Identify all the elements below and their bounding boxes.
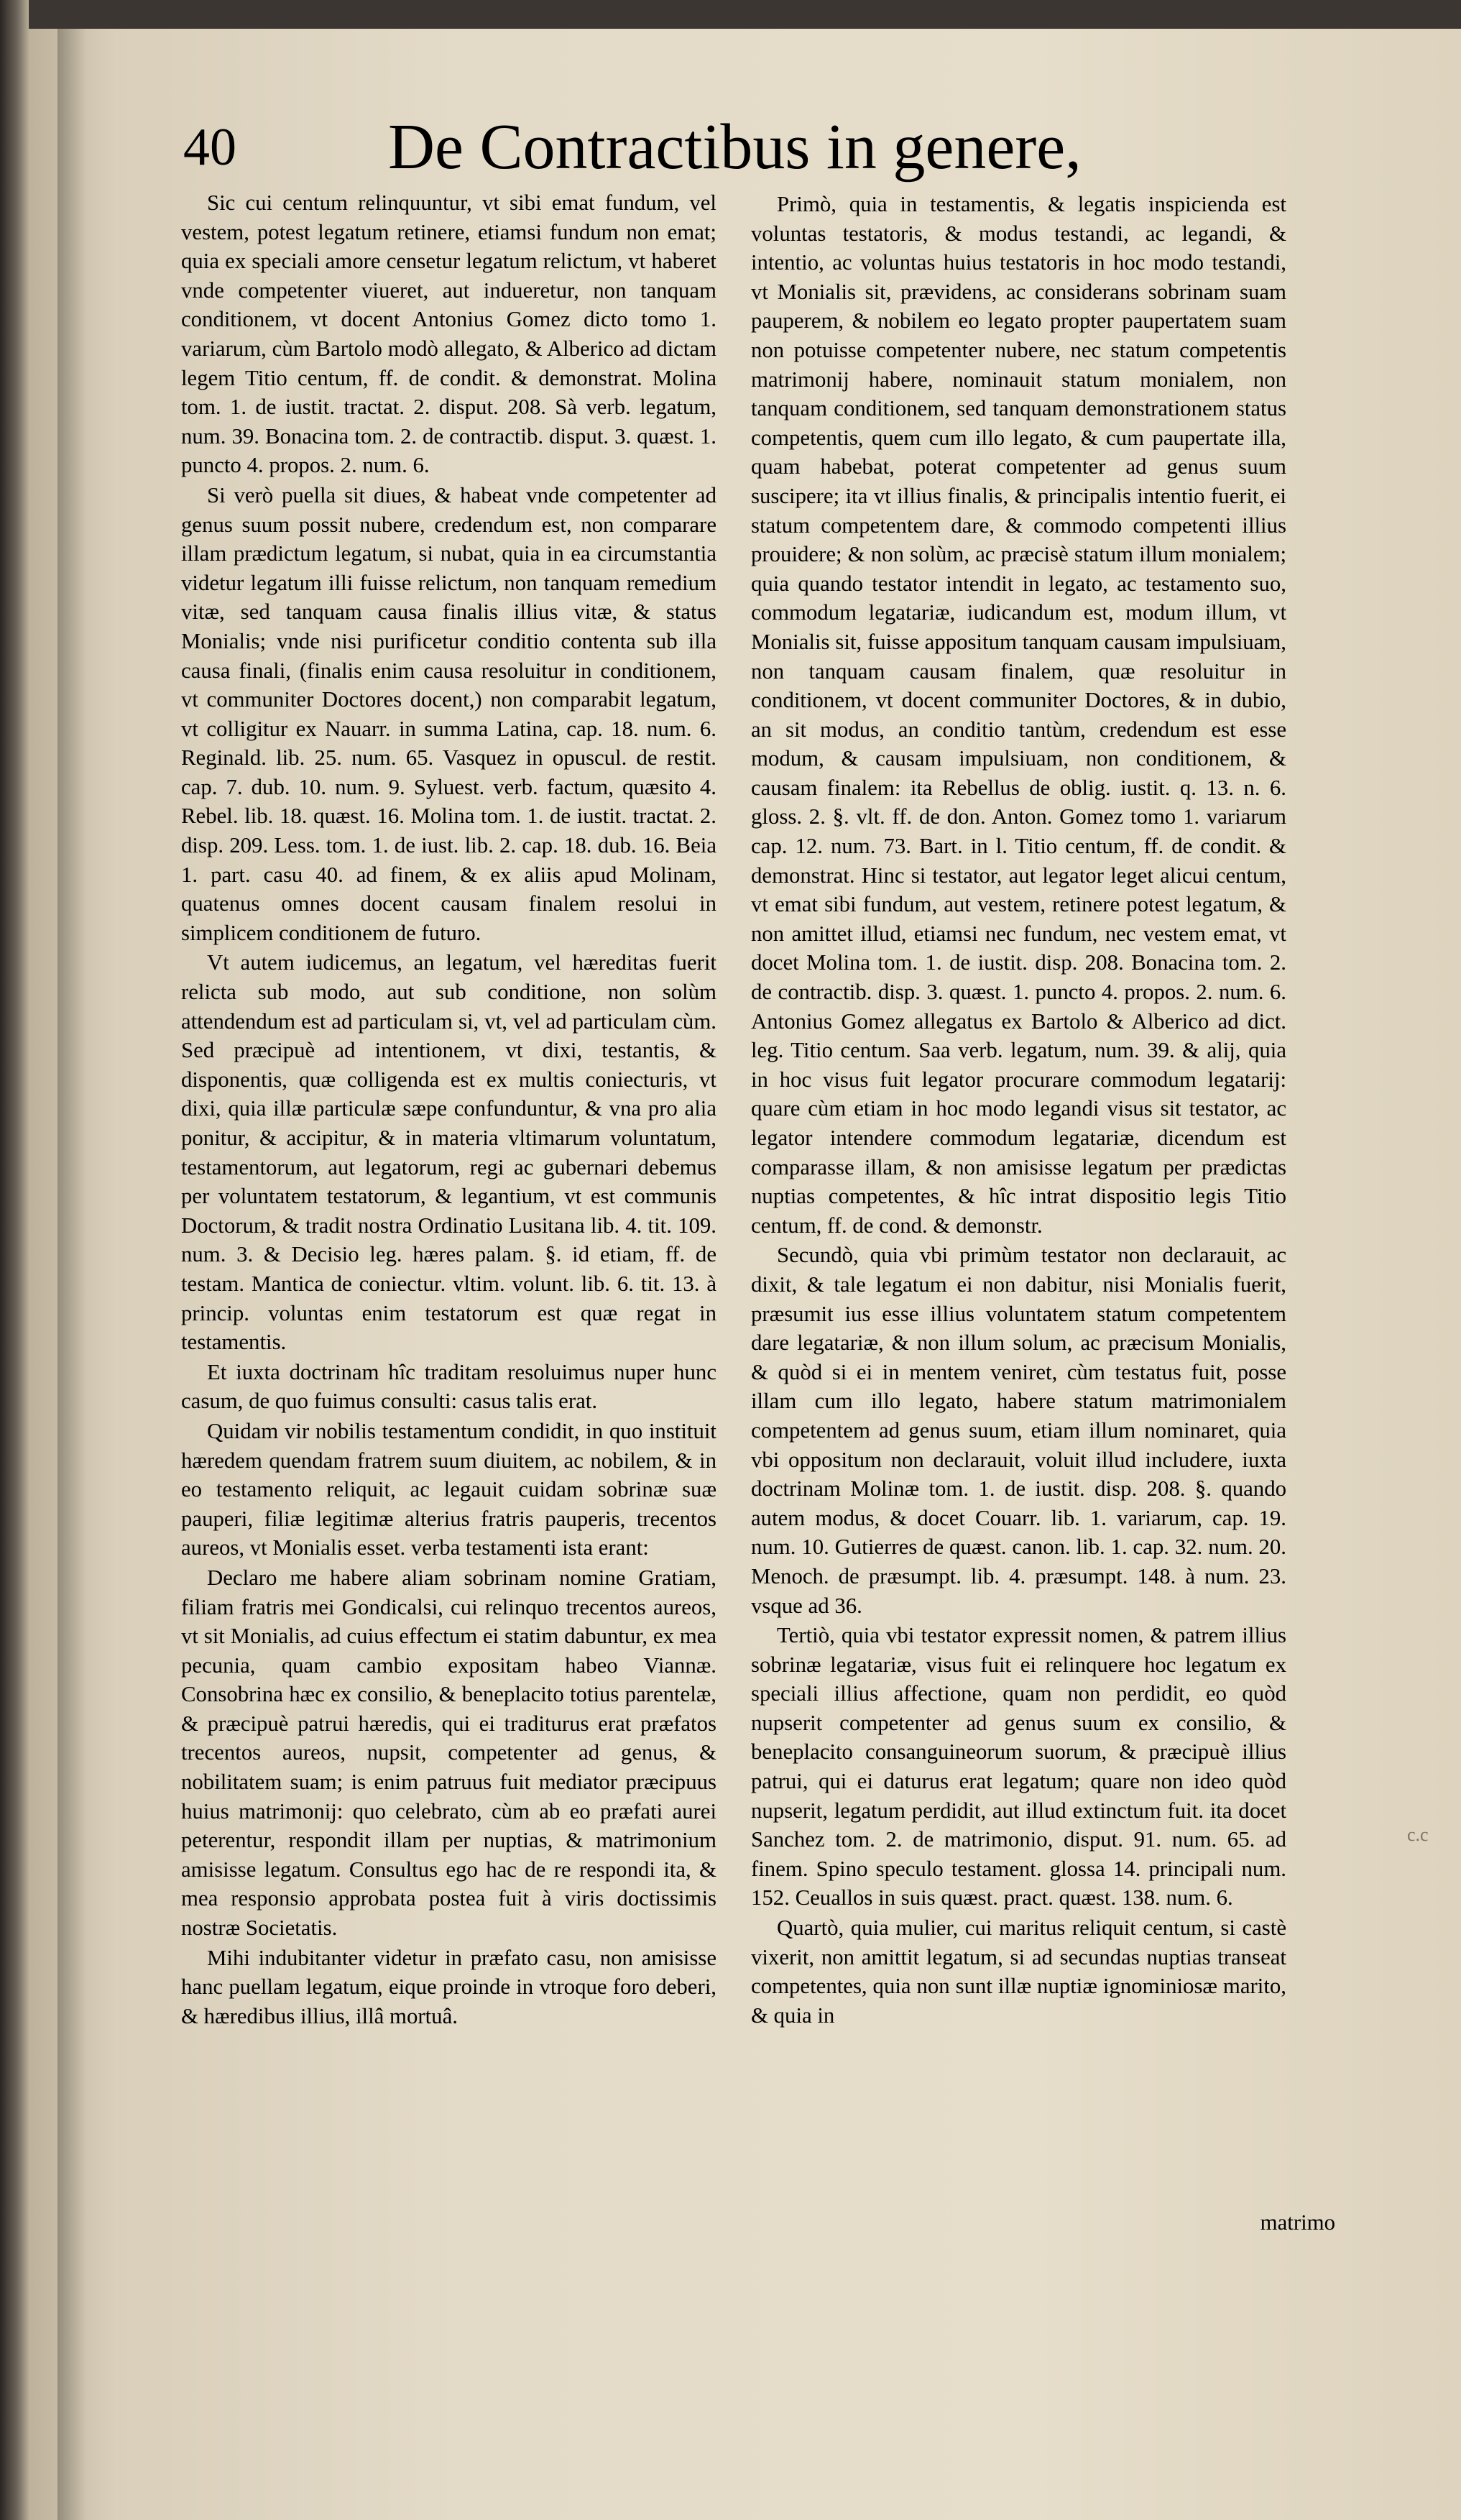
paragraph: Quidam vir nobilis testamentum condidit, in quo instituit hæredem quendam fratrem suum diuitem, ac nobilem, & in eo testamento reliquit, ac legauit cuidam sobrinæ suæ pauperi, filiæ legitimæ alterius fratris pauperis, trecentos aureos, vt Monialis esset. verba testamenti ista erant:: [181, 1418, 716, 1560]
paragraph: Tertiò, quia vbi testator expressit nomen, & patrem illius sobrinæ legatariæ, visus fuit ei relinquere hoc legatum ex speciali illius affectione, quam non perdidit, eo quòd nupserit competenter ad genus suum ex consilio, & beneplacito consanguineorum suorum, & præcipuè illius patrui, qui ei daturus erat legatum; quare non ideo quòd nupserit, legatum perdidit, aut illud extinctum fuit. ita docet Sanchez tom. 2. de matrimonio, disput. 91. num. 65. ad finem. Spino speculo testament. glossa 14. principali num. 152. Ceuallos in suis quæst. pract. quæst. 138. num. 6.: [751, 1623, 1286, 1910]
paragraph: Si verò puella sit diues, & habeat vnde competenter ad genus suum possit nubere, credendum est, non comparare illam prædictum legatum, si nubat, quia in ea circumstantia videtur legatum illi fuisse relictum, non tanquam remedium vitæ, sed tanquam causa finalis illius vitæ, & status Monialis; vnde nisi purificetur conditio contenta sub illa causa finali, (finalis enim causa resoluitur in conditionem, vt communiter Doctores docent,) non comparabit legatum, vt colligitur ex Nauarr. in summa Latina, cap. 18. num. 6. Reginald. lib. 25. num. 65. Vasquez in opuscul. de restit. cap. 7. dub. 10. num. 9. Syluest. verb. factum, quæsito 4. Rebel. lib. 18. quæst. 16. Molina tom. 1. de iustit. tractat. 2. disp. 209. Less. tom. 1. de iust. lib. 2. cap. 18. dub. 16. Beia 1. part. casu 40. ad finem, & ex aliis apud Molinam, quatenus omnes docent causam finalem resolui in simplicem conditionem de futuro.: [181, 482, 716, 945]
paragraph: Et iuxta doctrinam hîc traditam resoluimus nuper hunc casum, de quo fuimus consulti: casus talis erat.: [181, 1359, 716, 1414]
running-title: De Contractibus in genere,: [388, 111, 1082, 183]
catchword: matrimo: [1260, 2210, 1335, 2235]
paragraph: Secundò, quia vbi primùm testator non declarauit, ac dixit, & tale legatum ei non dabitur, nisi Monialis fuerit, præsumit ius esse illius voluntatem statum competentem dare legatariæ, & non illum solum, ac præcisum Monialis, & quòd si ei in mentem veniret, cùm testatus fuit, posse illam cum illo legato, habere statum matrimonialem competentem ad genus suum, etiam illum nominaret, quia vbi oppositum non declarauit, voluit illud includere, iuxta doctrinam Molinæ tom. 1. de iustit. disp. 208. §. quando autem modus, & docet Couarr. lib. 1. variarum, cap. 19. num. 10. Gutierres de quæst. canon. lib. 1. cap. 32. num. 20. Menoch. de præsumpt. lib. 4. præsumpt. 148. à num. 23. vsque ad 36.: [751, 1243, 1286, 1618]
page-header: [183, 108, 1117, 194]
paragraph: Mihi indubitanter videtur in præfato casu, non amisisse hanc puellam legatum, eique proinde in vtroque foro deberi, & hæredibus illius, illâ mortuâ.: [181, 1945, 716, 2028]
right-column: [751, 190, 1286, 2030]
paragraph: Declaro me habere aliam sobrinam nomine Gratiam, filiam fratris mei Gondicalsi, cui relinquo trecentos aureos, vt sit Monialis, ad cuius effectum ei statim dabuntur, ex mea pecunia, quam cambio expositam habeo Viannæ. Consobrina hæc ex consilio, & beneplacito totius parentelæ, & præcipuè patrui hæredis, qui ei traditurus erat præfatos trecentos aureos, nupsit, competenter ad genus, & nobilitatem suam; is enim patruus fuit mediator præcipuus huius matrimonij: quo celebrato, cùm ab eo præfati aurei peterentur, respondit illam per nuptias, & matrimonium amisisse legatum. Consultus ego hac de re respondi ita, & mea responsio approbata postea fuit à viris doctissimis nostræ Societatis.: [181, 1565, 716, 1941]
left-column: [181, 188, 716, 2031]
margin-mark: c.c: [1407, 1824, 1429, 1845]
scan-binding-edge: [0, 0, 29, 2520]
gutter-shadow: [57, 29, 86, 2520]
paragraph: Sic cui centum relinquuntur, vt sibi emat fundum, vel vestem, potest legatum retinere, etiamsi fundum non emat; quia ex speciali amore censetur legatum relictum, vt haberet vnde competenter viueret, aut indueretur, non tanquam conditionem, vt docent Antonius Gomez dicto tomo 1. variarum, cùm Bartolo modò allegato, & Alberico ad dictam legem Titio centum, ff. de condit. & demonstrat. Molina tom. 1. de iustit. tractat. 2. disput. 208. Sà verb. legatum, num. 39. Bonacina tom. 2. de contractib. disput. 3. quæst. 1. puncto 4. propos. 2. num. 6.: [181, 190, 716, 478]
paragraph: Quartò, quia mulier, cui maritus reliquit centum, si castè vixerit, non amittit legatum, si ad secundas nuptias transeat competentes, quia non sunt illæ nuptiæ ignominiosæ marito, & quia in: [751, 1916, 1286, 2028]
paragraph: Vt autem iudicemus, an legatum, vel hæreditas fuerit relicta sub modo, aut sub conditione, non solùm attendendum est ad particulam si, vt, vel ad particulam cùm. Sed præcipuè ad intentionem, vt dixi, testantis, & disponentis, quæ colligenda est ex multis coniecturis, vt dixi, quia illæ particulæ sæpe confunduntur, & vna pro alia ponitur, & accipitur, & in materia vltimarum voluntatum, testamentorum, aut legatorum, regi ac gubernari debemus per voluntatem testatorum, & legantium, vt est communis Doctorum, & tradit nostra Ordinatio Lusitana lib. 4. tit. 109. num. 3. & Decisio leg. hæres palam. §. id etiam, ff. de testam. Mantica de coniectur. vltim. volunt. lib. 6. tit. 13. à princip. voluntas enim testatorum est quæ regat in testamentis.: [181, 950, 716, 1355]
paragraph: Primò, quia in testamentis, & legatis inspicienda est voluntas testatoris, & modus testandi, ac legandi, & intentio, ac voluntas huius testatoris in hoc modo testandi, vt Monialis sit, prævidens, ac considerans sobrinam suam pauperem, & nobilem eo legato propter paupertatem suam non potuisse competenter nubere, nec statum competentis matrimonij habere, nominauit statum monialem, non tanquam conditionem, sed tanquam demonstrationem status competentis, quem cum illo legato, & cum paupertate illa, quam habebat, poterat competenter ad genus suum suscipere; ita vt illius finalis, & principalis intentio fuerit, ei statum competentem dare, & commodo competenti illius prouidere; & non solùm, ac præcisè statum illum monialem; quia quando testator intendit in legato, ac testamento suo, commodum legatariæ, iudicandum est, modum illum, vt Monialis sit, fuisse appositum tanquam causam impulsiuam, non tanquam causam finalem, quæ resoluitur in conditionem, vt docent communiter Doctores, & in dubio, an sit modus, an conditio tantùm, credendum est esse modum, & causam impulsiuam, non conditionem, & causam finalem: ita Rebellus de oblig. iustit. q. 13. n. 6. gloss. 2. §. vlt. ff. de don. Anton. Gomez tomo 1. variarum cap. 12. num. 73. Bart. in l. Titio centum, ff. de condit. & demonstrat. Hinc si testator, aut legator leget alicui centum, vt emat sibi fundum, aut vestem, retinere potest legatum, & non amittet illud, etiamsi nec fundum, nec vestem emat, vt docet Molina tom. 1. de iustit. disp. 208. Bonacina tom. 2. de contractib. disp. 3. quæst. 1. puncto 4. propos. 2. num. 6. Antonius Gomez allegatus ex Bartolo & Alberico ad dict. leg. Titio centum. Saa verb. legatum, num. 39. & alij, quia in hoc visus fuit legator procurare commodum legatarij: quare cùm etiam in hoc modo legandi visus sit testator, ac legator intendere commodum legatariæ, dicendum est comparasse illam, & non amisisse legatum per prædictas nuptias competentes, & hîc intrat dispositio legis Titio centum, ff. de cond. & demonstr.: [751, 192, 1286, 1238]
page-number: 40: [183, 118, 236, 177]
